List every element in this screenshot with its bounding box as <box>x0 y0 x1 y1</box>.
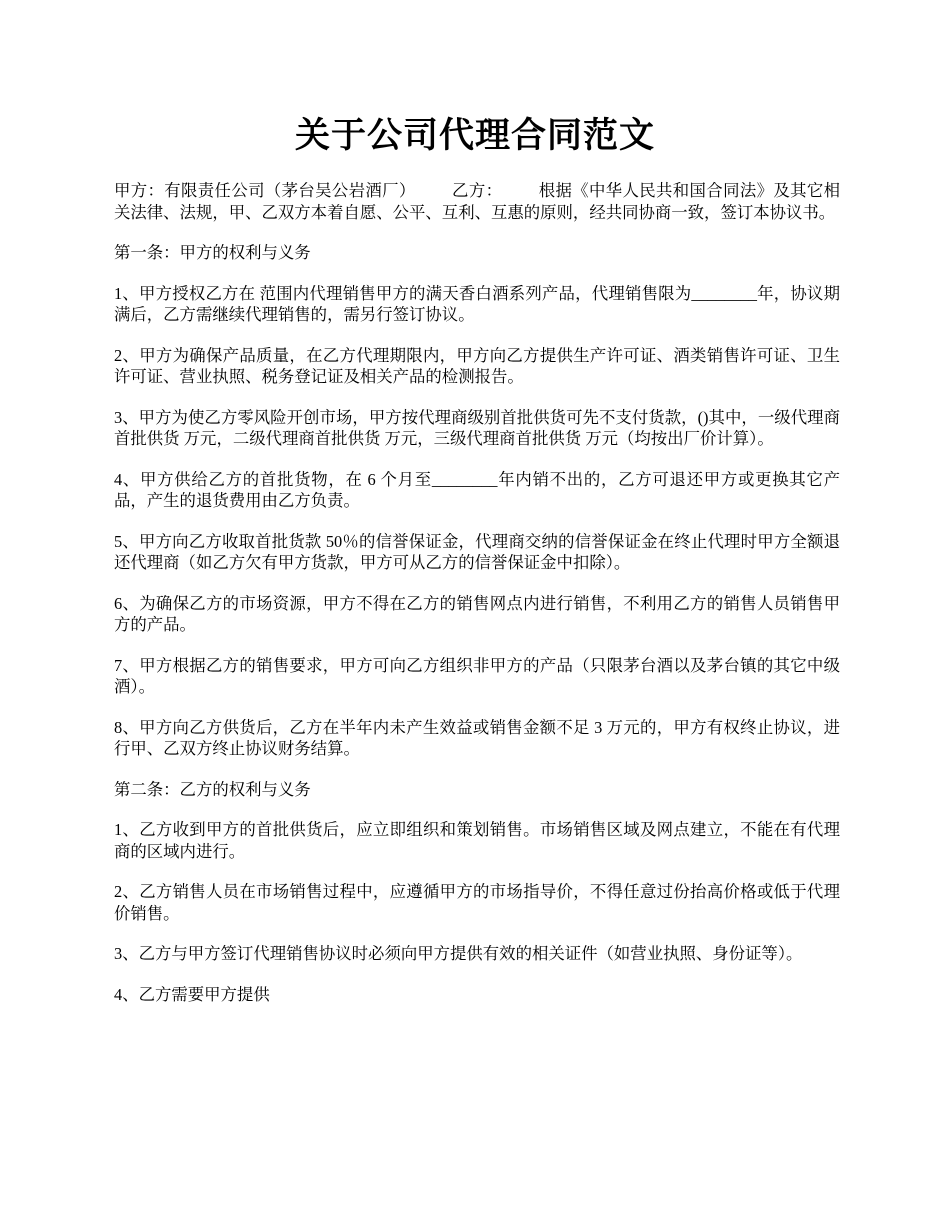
clause-paragraph: 5、甲方向乙方收取首批货款 50％的信誉保证金，代理商交纳的信誉保证金在终止代理时甲方全额退还代理商（如乙方欠有甲方货款，甲方可从乙方的信誉保证金中扣除）。 <box>114 531 840 572</box>
clause-paragraph: 4、乙方需要甲方提供 <box>114 984 270 1004</box>
document-body <box>114 180 840 1024</box>
clause-paragraph: 3、甲方为使乙方零风险开创市场，甲方按代理商级别首批供货可先不支付货款，()其中，一级代理商首批供货 万元，二级代理商首批供货 万元，三级代理商首批供货 万元（均按出厂价计算）。 <box>114 407 840 448</box>
clause-paragraph: 7、甲方根据乙方的销售要求，甲方可向乙方组织非甲方的产品（只限茅台酒以及茅台镇的其它中级酒）。 <box>114 655 840 696</box>
document-title: 关于公司代理合同范文 <box>294 116 655 155</box>
clause-paragraph: 2、甲方为确保产品质量，在乙方代理期限内，甲方向乙方提供生产许可证、酒类销售许可证、卫生许可证、营业执照、税务登记证及相关产品的检测报告。 <box>114 345 840 386</box>
party-a-line: 甲方：有限责任公司（茅台吴公岩酒厂） <box>114 181 416 200</box>
clause-paragraph: 1、甲方授权乙方在 范围内代理销售甲方的满天香白酒系列产品，代理销售限为________年，协议期满后，乙方需继续代理销售的，需另行签订协议。 <box>114 283 840 324</box>
clause-paragraph: 1、乙方收到甲方的首批供货后，应立即组织和策划销售。市场销售区域及网点建立，不能在有代理商的区域内进行。 <box>114 820 840 861</box>
clause-paragraph: 6、为确保乙方的市场资源，甲方不得在乙方的销售网点内进行销售，不利用乙方的销售人员销售甲方的产品。 <box>114 593 840 634</box>
clause-paragraph: 4、甲方供给乙方的首批货物，在 6 个月至________年内销不出的，乙方可退还甲方或更换其它产品，产生的退货费用由乙方负责。 <box>114 469 840 510</box>
intro-paragraph <box>114 180 840 223</box>
clause-paragraph: 2、乙方销售人员在市场销售过程中，应遵循甲方的市场指导价，不得任意过份抬高价格或低于代理价销售。 <box>114 882 840 923</box>
clause-paragraph: 8、甲方向乙方供货后，乙方在半年内未产生效益或销售金额不足 3 万元的，甲方有权终止协议，进行甲、乙双方终止协议财务结算。 <box>114 717 840 758</box>
clause-paragraph: 3、乙方与甲方签订代理销售协议时必须向甲方提供有效的相关证件（如营业执照、身份证等）。 <box>114 944 803 963</box>
preamble-text: 根据《中华人民共和国合同法》及其它相关法律、法规，甲、乙双方本着自愿、公平、互利、互惠的原则，经共同协商一致，签订本协议书。 <box>114 181 841 222</box>
section-heading-2: 第二条：乙方的权利与义务 <box>114 779 311 799</box>
party-b-line: 乙方： <box>451 181 503 200</box>
section-heading-1: 第一条：甲方的权利与义务 <box>114 243 311 262</box>
